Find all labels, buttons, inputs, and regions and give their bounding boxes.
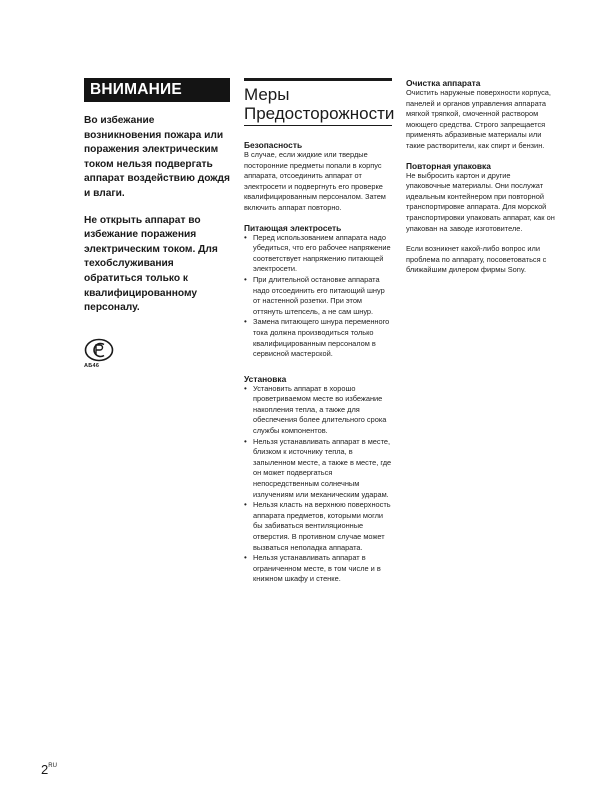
contact-text: Если возникнет какой-либо вопрос или проблема по аппарату, посоветоваться с ближайшим дилером фирмы Sony. <box>406 244 547 275</box>
cleaning-heading: Очистка аппарата <box>406 78 481 88</box>
safety-heading: Безопасность <box>244 140 303 150</box>
title-divider <box>244 125 392 126</box>
page-number-value: 2 <box>41 762 49 777</box>
warning-text-service: Не открыть аппарат во избежание поражения электрическим током. Для техобслуживания обратиться только к квалифицированному персоналу. <box>84 214 218 314</box>
title-line-2: Предосторожности <box>244 104 395 123</box>
cleaning-text: Очистить наружные поверхности корпуса, панелей и органов управления аппарата мягкой тряпкой, смоченной раствором моющего средства. Строго запрещается применять абразивные материалы или такие растворители, как спирт и бензин. <box>406 88 551 150</box>
precautions-column <box>244 78 395 585</box>
list-item: • При длительной остановке аппарата надо отсоединить его питающий шнур от настенной розетки. При этом оттянуть штепсель, а не сам шнур. <box>244 275 392 317</box>
care-column <box>406 78 556 276</box>
title-line-1: Меры <box>244 85 290 104</box>
install-list <box>244 384 392 585</box>
page-lang: RU <box>48 763 57 769</box>
warning-text-moisture: Во избежание возникновения пожара или поражения электрическим током нельзя подвергать аппарат воздействию дождя и влаги. <box>84 115 230 199</box>
list-item: • Перед использованием аппарата надо убедиться, что его рабочее напряжение соответствует напряжению питающей электросети. <box>244 233 392 275</box>
cert-code: АБ46 <box>84 362 100 369</box>
power-list <box>244 233 392 360</box>
list-item: • Нельзя устанавливать аппарат в месте, близком к источнику тепла, в запыленном месте, а также в месте, где он может подвергаться непосредственным солнечным излучениям или механическим ударам. <box>244 437 392 501</box>
gost-cert-icon <box>84 338 116 376</box>
page-number <box>41 762 57 777</box>
warning-heading: ВНИМАНИЕ <box>84 78 230 102</box>
install-heading: Установка <box>244 373 287 384</box>
list-item: • Нельзя класть на верхнюю поверхность аппарата предметов, которыми могли бы забиваться вентиляционные отверстия. В противном случае может вызваться неполадка аппарата. <box>244 500 392 553</box>
page-title <box>244 85 395 123</box>
list-item: • Нельзя устанавливать аппарат в ограниченном месте, в том числе и в книжном шкафу и стенке. <box>244 553 392 585</box>
list-item: • Установить аппарат в хорошо проветриваемом месте во избежание накопления тепла, а также для обеспечения более длительного срока службы компонентов. <box>244 384 392 437</box>
repacking-text: Не выбросить картон и другие упаковочные материалы. Они послужат идеальным контейнером при повторной транспортировке аппарата. Для морской транспортировки упаковать аппарат, как он упакован на заводе изготовителе. <box>406 170 555 233</box>
repacking-heading: Повторная упаковка <box>406 160 491 171</box>
warning-column <box>84 78 230 376</box>
safety-text: В случае, если жидкие или твердые посторонние предметы попали в корпус аппарата, отсоединить аппарат от электросети и подвергнуть его проверке квалифицированным персоналом. Затем включить аппарат повторно. <box>244 150 386 212</box>
list-item: • Замена питающего шнура переменного тока должна производиться только квалифицированным персоналом в сервисной мастерской. <box>244 317 392 359</box>
section-rule <box>244 78 392 81</box>
power-heading: Питающая электросеть <box>244 222 342 233</box>
